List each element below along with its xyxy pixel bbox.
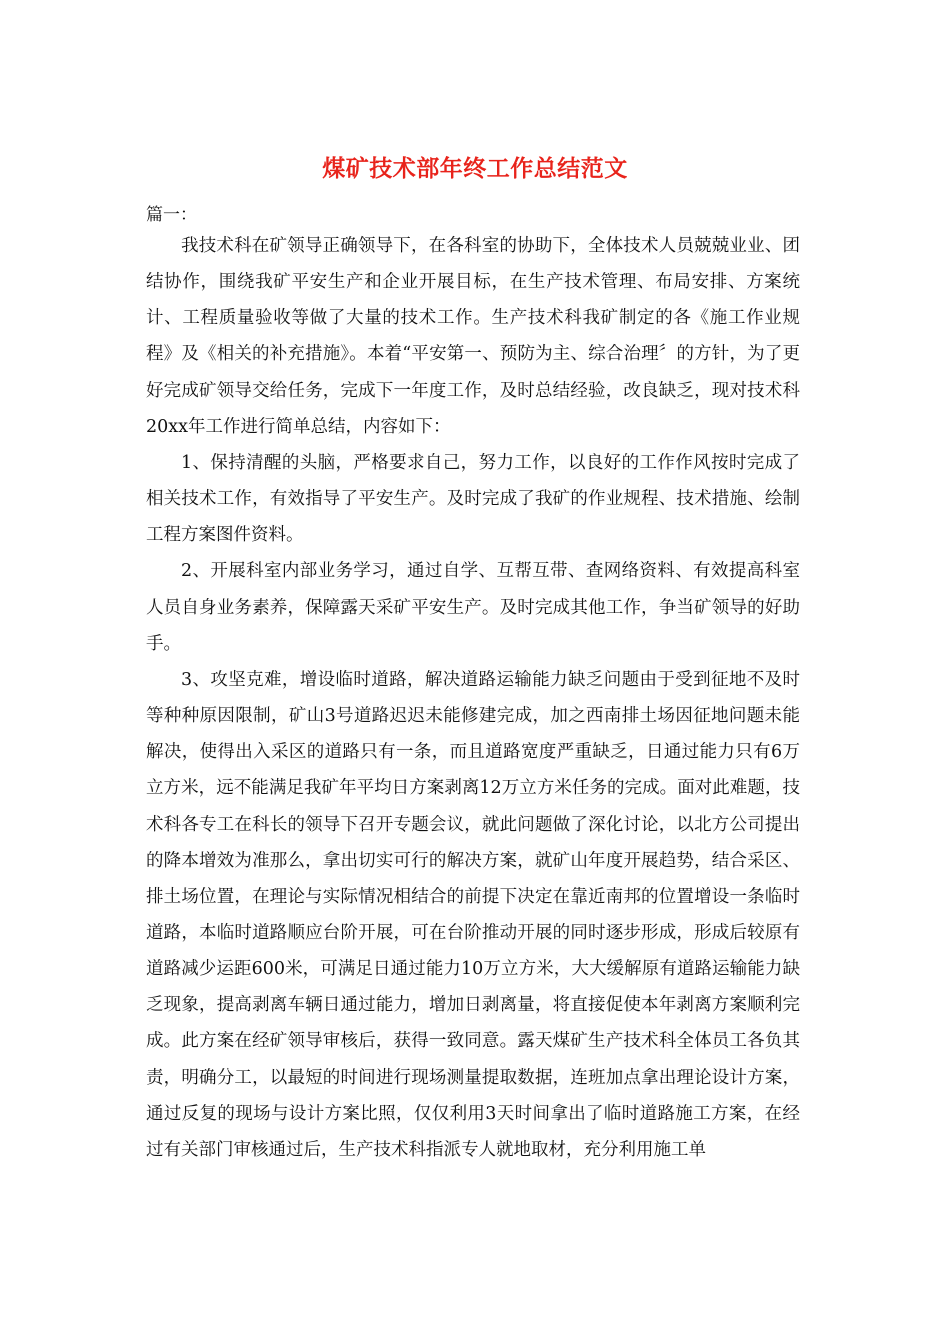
document-body: [146, 228, 800, 1168]
document-title: 煤矿技术部年终工作总结范文: [322, 155, 628, 182]
item-3-paragraph: 3、攻坚克难，增设临时道路，解决道路运输能力缺乏问题由于受到征地不及时等种种原因限制，矿山3号道路迟迟未能修建完成，加之西南排土场因征地问题未能解决，使得出入采区的道路只有一条，而且道路宽度严重缺乏，日通过能力只有6万立方米，远不能满足我矿年平均日方案剥离12万立方米任务的完成。面对此难题，技术科各专工在科长的领导下召开专题会议，就此问题做了深化讨论，以北方公司提出的降本增效为准那么，拿出切实可行的解决方案，就矿山年度开展趋势，结合采区、排土场位置，在理论与实际情况相结合的前提下决定在靠近南邦的位置增设一条临时道路，本临时道路顺应台阶开展，可在台阶推动开展的同时逐步形成，形成后较原有道路减少运距600米，可满足日通过能力10万立方米，大大缓解原有道路运输能力缺乏现象，提高剥离车辆日通过能力，增加日剥离量，将直接促使本年剥离方案顺利完成。此方案在经矿领导审核后，获得一致同意。露天煤矿生产技术科全体员工各负其责，明确分工，以最短的时间进行现场测量提取数据，连班加点拿出理论设计方案，通过反复的现场与设计方案比照，仅仅利用3天时间拿出了临时道路施工方案，在经过有关部门审核通过后，生产技术科指派专人就地取材，充分利用施工单: [146, 669, 800, 1160]
section-label: 篇一：: [146, 205, 197, 225]
item-1-paragraph: 1、保持清醒的头脑，严格要求自己，努力工作，以良好的工作作风按时完成了相关技术工作，有效指导了平安生产。及时完成了我矿的作业规程、技术措施、绘制工程方案图件资料。: [146, 452, 800, 546]
intro-paragraph: 我技术科在矿领导正确领导下，在各科室的协助下，全体技术人员兢兢业业、团结协作，围绕我矿平安生产和企业开展目标，在生产技术管理、布局安排、方案统计、工程质量验收等做了大量的技术工作。生产技术科我矿制定的各《施工作业规程》及《相关的补充措施》。本着“平安第一、预防为主、综合治理〞的方针，为了更好完成矿领导交给任务，完成下一年度工作，及时总结经验，改良缺乏，现对技术科20xx年工作进行简单总结，内容如下：: [146, 236, 800, 437]
item-2-paragraph: 2、开展科室内部业务学习，通过自学、互帮互带、查网络资料、有效提高科室人员自身业务素养，保障露天采矿平安生产。及时完成其他工作，争当矿领导的好助手。: [146, 561, 800, 654]
